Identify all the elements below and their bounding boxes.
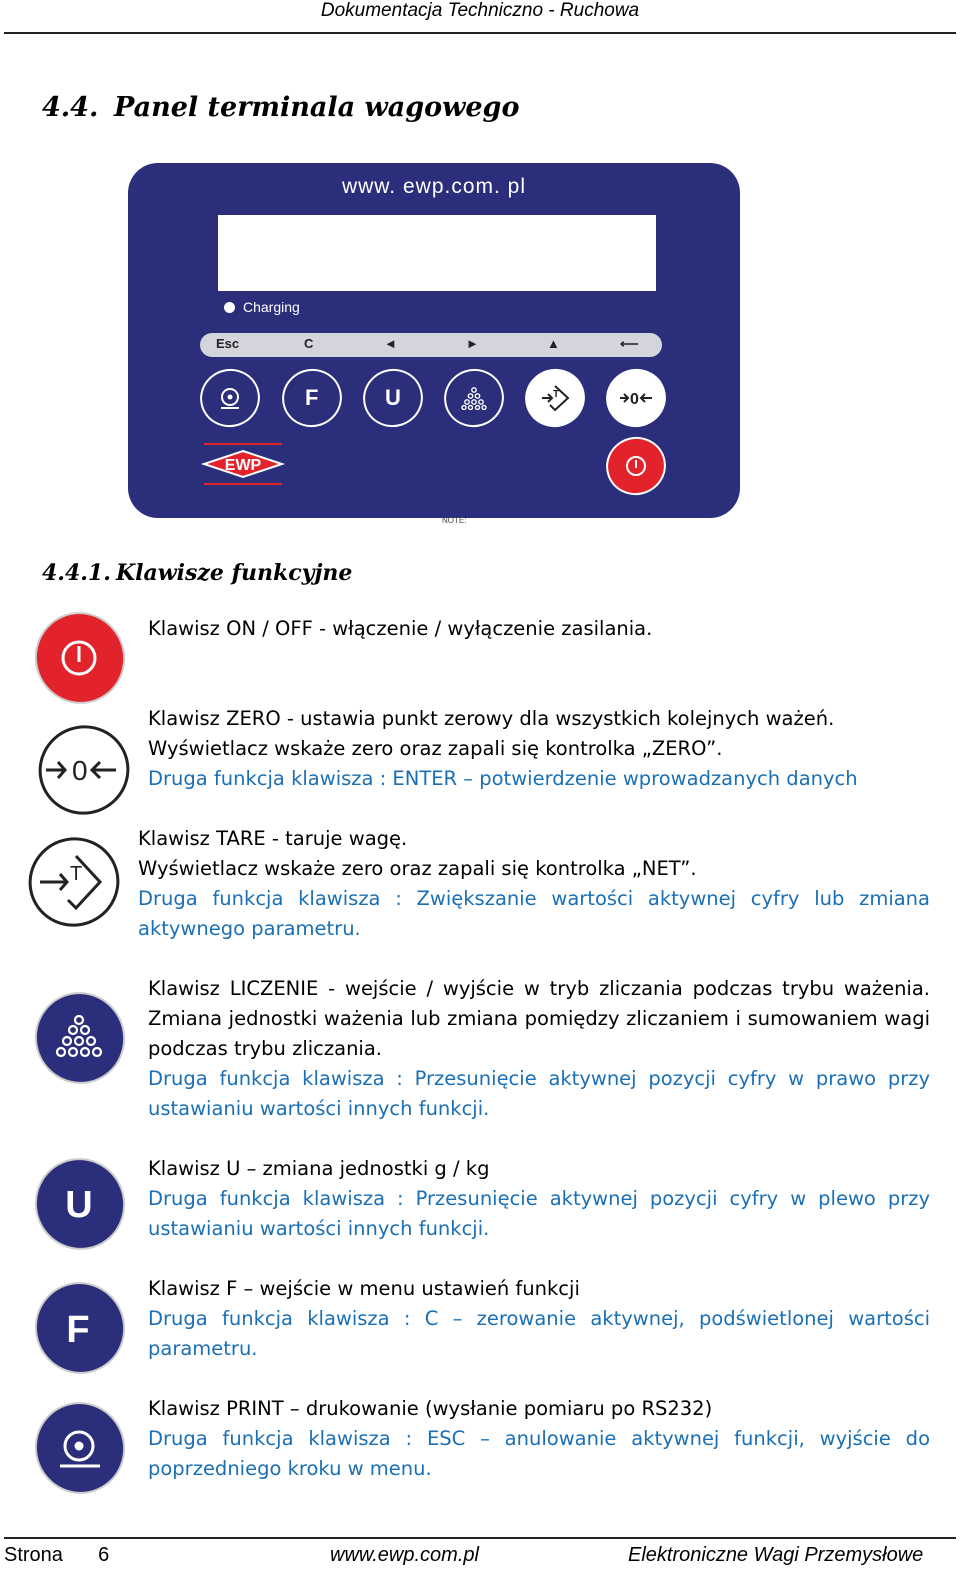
charging-indicator xyxy=(224,299,300,315)
section-heading xyxy=(42,92,519,123)
panel-counting-key xyxy=(437,361,512,435)
svg-text:T: T xyxy=(553,389,560,400)
svg-text:0: 0 xyxy=(72,755,88,786)
footer-page-number: 6 xyxy=(98,1544,110,1566)
panel-tare-key xyxy=(518,361,593,435)
subsection-title: Klawisze funkcyjne xyxy=(116,560,353,586)
charging-label: Charging xyxy=(243,299,300,315)
section-number: 4.4. xyxy=(42,92,99,123)
desc-line: Wyświetlacz wskaże zero oraz zapali się kontrolka „ZERO”. xyxy=(148,737,723,760)
tare-icon xyxy=(26,834,122,930)
panel-zero-key xyxy=(599,361,674,435)
subsection-number: 4.4.1. xyxy=(42,560,111,586)
desc-second-function: Druga funkcja klawisza : C – zerowanie aktywnej, podświetlonej wartości parametru. xyxy=(148,1307,930,1360)
desc-line: Klawisz U – zmiana jednostki g / kg xyxy=(148,1157,490,1180)
panel-print-key xyxy=(193,361,268,435)
keybar-esc: Esc xyxy=(216,336,240,351)
zero-icon xyxy=(36,722,132,818)
panel-f-key xyxy=(275,361,350,435)
desc-second-function: Druga funkcja klawisza : Zwiększanie wartości aktywnej cyfry lub zmiana aktywnego parametru. xyxy=(138,887,930,940)
power-icon xyxy=(32,610,128,706)
key-description-print xyxy=(148,1394,930,1484)
keybar-c: C xyxy=(304,336,314,351)
key-description-tare xyxy=(138,824,930,944)
panel-u-label: U xyxy=(385,385,401,411)
counting-icon xyxy=(461,386,487,410)
panel-url: www. ewp.com. pl xyxy=(341,175,527,198)
svg-text:F: F xyxy=(66,1309,90,1351)
panel-power-key xyxy=(599,429,674,503)
charging-led-icon xyxy=(224,302,235,313)
page-header: Dokumentacja Techniczno - Ruchowa xyxy=(320,0,640,21)
zero-icon xyxy=(618,385,654,411)
print-icon xyxy=(217,385,243,411)
footer-divider xyxy=(4,1537,956,1539)
footer-url: www.ewp.com.pl xyxy=(330,1544,479,1566)
section-title: Panel terminala wagowego xyxy=(114,92,520,123)
panel-note: NOTE: xyxy=(442,516,467,525)
counting-icon xyxy=(32,990,128,1086)
header-divider xyxy=(4,32,956,34)
keybar-up-arrow: ▲ xyxy=(547,336,560,351)
key-description-counting xyxy=(148,974,930,1124)
keybar-right-arrow: ► xyxy=(466,336,479,351)
footer-page xyxy=(4,1544,109,1567)
desc-second-function: Druga funkcja klawisza : Przesunięcie aktywnej pozycji cyfry w prawo przy ustawianiu wartości innych funkcji. xyxy=(148,1067,930,1120)
svg-text:U: U xyxy=(65,1184,93,1226)
key-description-u xyxy=(148,1154,930,1244)
desc-second-function: Druga funkcja klawisza : ESC – anulowanie aktywnej funkcji, wyjście do poprzedniego kroku w menu. xyxy=(148,1427,930,1480)
desc-line: Klawisz PRINT – drukowanie (wysłanie pomiaru po RS232) xyxy=(148,1397,713,1420)
u-icon xyxy=(32,1156,128,1252)
key-description-onoff xyxy=(148,614,928,644)
footer-page-label: Strona xyxy=(4,1544,63,1566)
power-icon xyxy=(624,454,648,478)
svg-text:0: 0 xyxy=(630,391,639,408)
desc-line: Klawisz ON / OFF - włączenie / wyłączenie zasilania. xyxy=(148,617,653,640)
desc-line: Klawisz F – wejście w menu ustawień funkcji xyxy=(148,1277,580,1300)
desc-second-function: Druga funkcja klawisza : ENTER – potwierdzenie wprowadzanych danych xyxy=(148,767,858,790)
key-description-zero xyxy=(148,704,930,794)
panel-display xyxy=(218,215,656,291)
key-description-f xyxy=(148,1274,930,1364)
tare-icon xyxy=(538,383,572,413)
desc-line: Klawisz TARE - taruje wagę. xyxy=(138,827,408,850)
desc-second-function: Druga funkcja klawisza : Przesunięcie aktywnej pozycji cyfry w plewo przy ustawianiu wartości innych funkcji. xyxy=(148,1187,930,1240)
keybar-enter-arrow: ⟵ xyxy=(620,336,639,351)
print-icon xyxy=(32,1400,128,1496)
keybar-left-arrow: ◄ xyxy=(384,336,397,351)
f-icon xyxy=(32,1280,128,1376)
panel-f-label: F xyxy=(305,385,319,411)
svg-text:EWP: EWP xyxy=(224,457,262,474)
svg-text:T: T xyxy=(70,863,83,885)
terminal-panel xyxy=(128,163,740,518)
desc-line: Klawisz ZERO - ustawia punkt zerowy dla wszystkich kolejnych ważeń. xyxy=(148,707,835,730)
panel-u-key xyxy=(356,361,431,435)
panel-keybar xyxy=(200,333,662,357)
ewp-logo xyxy=(200,441,286,487)
footer-company: Elektroniczne Wagi Przemysłowe xyxy=(628,1544,924,1566)
desc-line: Klawisz LICZENIE - wejście / wyjście w tryb zliczania podczas trybu ważenia. Zmiana jednostki ważenia lub zmiana pomiędzy zliczaniem i sumowaniem wagi podczas trybu zliczania. xyxy=(148,977,930,1060)
desc-line: Wyświetlacz wskaże zero oraz zapali się kontrolka „NET”. xyxy=(138,857,697,880)
subsection-heading xyxy=(42,560,352,586)
